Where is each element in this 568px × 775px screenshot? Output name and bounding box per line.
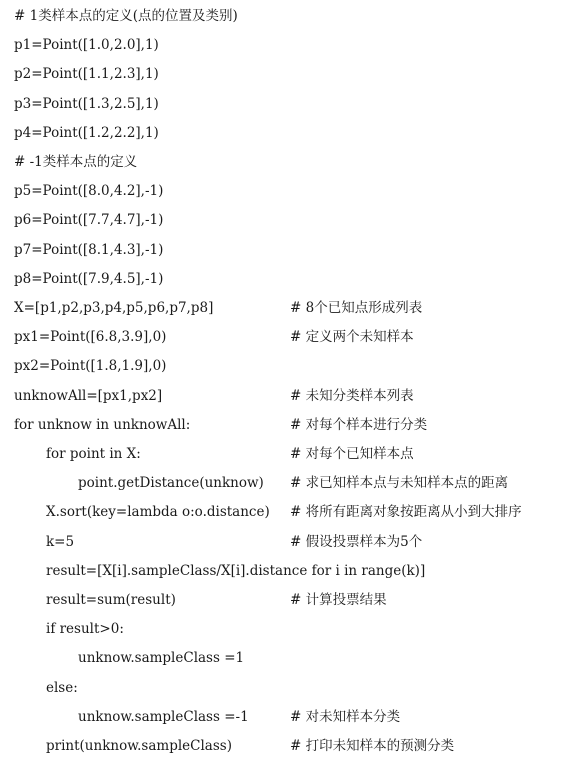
code-text: X.sort(key=lambda o:o.distance)	[46, 504, 270, 521]
code-text: p3=Point([1.3,2.5],1)	[14, 95, 159, 112]
code-text: px1=Point([6.8,3.9],0)	[14, 329, 167, 346]
code-comment: # 将所有距离对象按距离从小到大排序	[290, 504, 522, 521]
code-text: else:	[46, 679, 78, 696]
code-line	[0, 615, 568, 643]
code-line	[0, 382, 568, 410]
code-text: if result>0:	[46, 621, 124, 638]
code-text: unknowAll=[px1,px2]	[14, 387, 163, 404]
code-line	[0, 528, 568, 556]
code-line	[0, 586, 568, 614]
code-text: p2=Point([1.1,2.3],1)	[14, 66, 159, 83]
code-comment: # 假设投票样本为5个	[290, 533, 423, 550]
code-line	[0, 440, 568, 468]
code-text: point.getDistance(unknow)	[78, 475, 264, 492]
code-line	[0, 148, 568, 176]
code-line	[0, 265, 568, 293]
code-line	[0, 557, 568, 585]
code-comment: # 求已知样本点与未知样本点的距离	[290, 475, 509, 492]
code-line	[0, 119, 568, 147]
code-line	[0, 2, 568, 30]
code-line	[0, 674, 568, 702]
code-line	[0, 323, 568, 351]
code-comment: # 对每个已知样本点	[290, 446, 414, 462]
code-text: # -1类样本点的定义	[14, 154, 138, 170]
code-line	[0, 498, 568, 526]
code-comment: # 未知分类样本列表	[290, 387, 414, 404]
code-text: result=sum(result)	[46, 592, 176, 608]
code-text: p4=Point([1.2,2.2],1)	[14, 124, 159, 141]
code-comment: # 计算投票结果	[290, 592, 387, 608]
code-comment: # 定义两个未知样本	[290, 329, 414, 346]
code-text: print(unknow.sampleClass)	[46, 738, 232, 754]
code-line	[0, 90, 568, 118]
code-comment: # 8个已知点形成列表	[290, 300, 423, 316]
code-text: p1=Point([1.0,2.0],1)	[14, 37, 159, 54]
code-comment: # 对每个样本进行分类	[290, 416, 428, 433]
code-text: p5=Point([8.0,4.2],-1)	[14, 183, 164, 200]
code-comment: # 打印未知样本的预测分类	[290, 738, 455, 754]
code-line	[0, 60, 568, 88]
code-comment: # 对未知样本分类	[290, 708, 401, 725]
code-line	[0, 31, 568, 59]
code-line	[0, 236, 568, 264]
code-text: k=5	[46, 533, 75, 550]
code-text: unknow.sampleClass =-1	[78, 708, 249, 725]
code-line	[0, 411, 568, 439]
code-text: result=[X[i].sampleClass/X[i].distance for i in range(k)]	[46, 562, 426, 579]
code-line	[0, 206, 568, 234]
code-text: p6=Point([7.7,4.7],-1)	[14, 212, 164, 229]
code-text: X=[p1,p2,p3,p4,p5,p6,p7,p8]	[14, 300, 214, 316]
code-line	[0, 703, 568, 731]
code-line	[0, 469, 568, 497]
code-line	[0, 177, 568, 205]
code-line	[0, 732, 568, 760]
code-text: # 1类样本点的定义(点的位置及类别)	[14, 8, 238, 24]
code-line	[0, 294, 568, 322]
code-text: p8=Point([7.9,4.5],-1)	[14, 270, 164, 287]
code-line	[0, 644, 568, 672]
code-line	[0, 352, 568, 380]
code-text: for unknow in unknowAll:	[14, 416, 191, 433]
code-text: unknow.sampleClass =1	[78, 650, 245, 667]
code-text: px2=Point([1.8,1.9],0)	[14, 358, 167, 375]
code-text: for point in X:	[46, 446, 141, 462]
code-text: p7=Point([8.1,4.3],-1)	[14, 241, 164, 258]
